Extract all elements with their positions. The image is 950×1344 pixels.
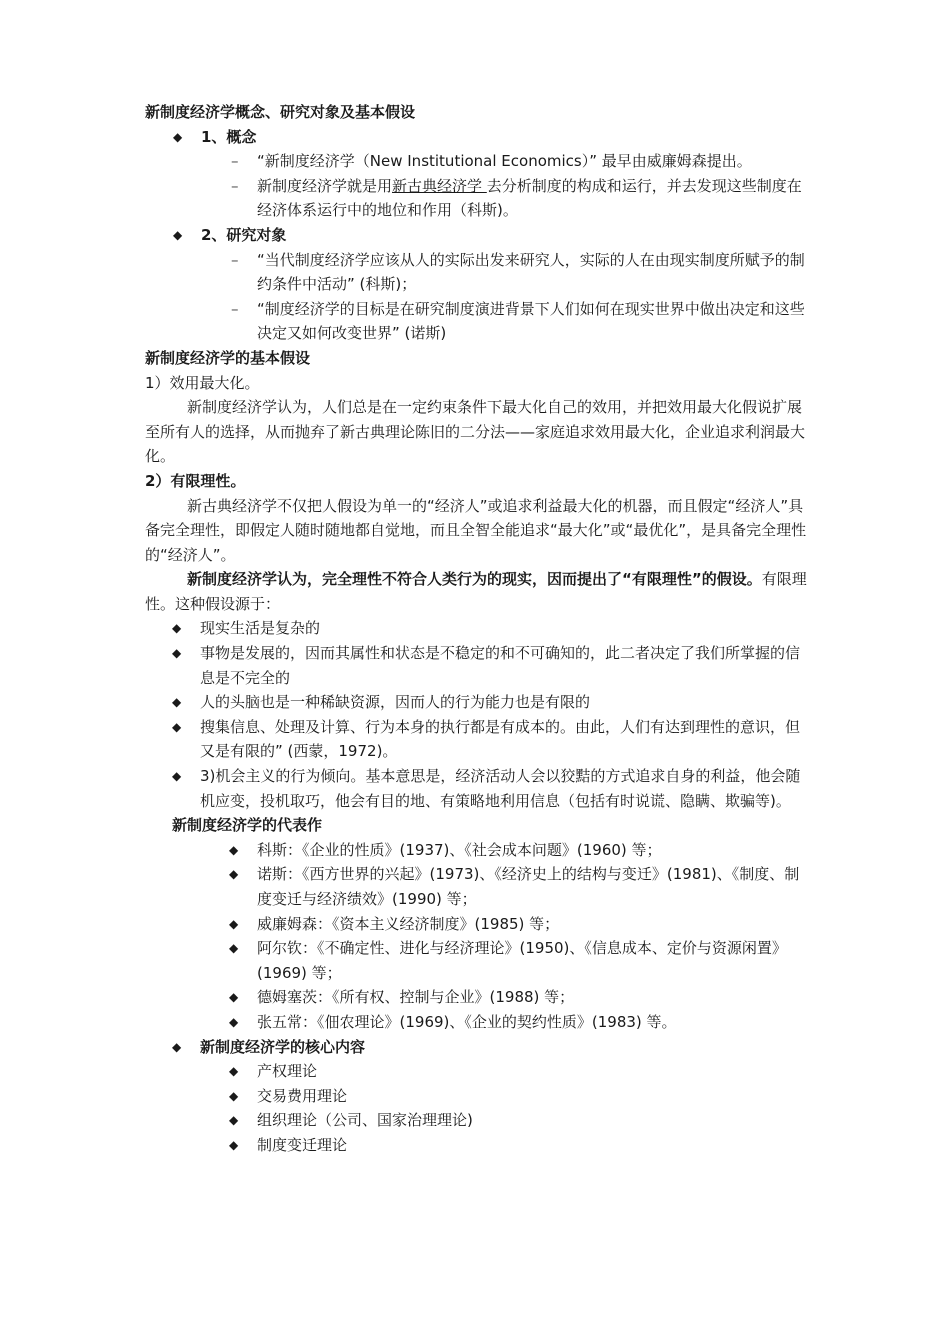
diamond-bullet-icon: ◆	[172, 769, 182, 784]
diamond-bullet-icon: ◆	[229, 1113, 239, 1128]
list-item	[145, 1133, 810, 1158]
diamond-bullet-icon: ◆	[229, 1088, 239, 1103]
diamond-bullet-icon: ◆	[172, 1039, 182, 1054]
diamond-bullet-icon: ◆	[229, 842, 239, 857]
diamond-bullet-icon: ◆	[229, 916, 239, 931]
bounded-reason-4: 搜集信息、处理及计算、行为本身的执行都是有成本的。由此，人们有达到理性的意识，但又是有限的” (西蒙，1972)。	[200, 717, 801, 761]
diamond-bullet-icon: ◆	[172, 719, 182, 734]
section-title-assumptions: 新制度经济学的基本假设	[145, 348, 311, 367]
dash-item	[145, 297, 810, 346]
dash-bullet-icon: –	[231, 299, 239, 318]
bounded-reason-1: 现实生活是复杂的	[200, 619, 321, 638]
list-item	[145, 936, 810, 985]
core-item-transaction: 交易费用理论	[257, 1086, 348, 1105]
list-item	[145, 764, 810, 813]
work-item-demsetz: 德姆塞茨：《所有权、控制与企业》(1988) 等；	[257, 988, 575, 1007]
assumption-1-heading: 1）效用最大化。	[145, 373, 260, 392]
list-item	[145, 1059, 810, 1084]
list-item	[145, 715, 810, 764]
neoclassical-link[interactable]: 新古典经济学	[392, 176, 487, 195]
diamond-bullet-icon: ◆	[229, 941, 239, 956]
dash-item	[145, 174, 810, 223]
dash-item	[145, 149, 810, 174]
subheading-concept: 1、概念	[201, 127, 257, 146]
assumption-2-bold-text: 新制度经济学认为，完全理性不符合人类行为的现实，因而提出了“有限理性”的假设。	[187, 570, 762, 589]
diamond-bullet-icon: ◆	[173, 129, 183, 144]
works-heading: 新制度经济学的代表作	[172, 816, 323, 835]
diamond-bullet-icon: ◆	[229, 990, 239, 1005]
document-body	[145, 100, 810, 1158]
core-item-organization: 组织理论（公司、国家治理理论)	[257, 1111, 473, 1130]
diamond-bullet-icon: ◆	[172, 621, 182, 636]
list-item	[145, 912, 810, 937]
research-text-2: “制度经济学的目标是在研究制度演进背景下人们如何在现实世界中做出决定和这些决定又如何改变世界” (诺斯)	[257, 299, 805, 343]
assumption-1-paragraph: 新制度经济学认为，人们总是在一定约束条件下最大化自己的效用，并把效用最大化假说扩展至所有人的选择，从而抛弃了新古典理论陈旧的二分法——家庭追求效用最大化，企业追求利润最大化。	[145, 398, 806, 466]
opportunism-text: 3)机会主义的行为倾向。基本意思是，经济活动人会以狡黠的方式追求自身的利益，他会随机应变，投机取巧，他会有目的地、有策略地利用信息（包括有时说谎、隐瞒、欺骗等)。	[200, 767, 801, 810]
dash-bullet-icon: –	[231, 176, 239, 195]
list-item	[145, 616, 810, 641]
list-item-concept	[145, 125, 810, 150]
list-item	[145, 985, 810, 1010]
research-text-1: “当代制度经济学应该从人的实际出发来研究人，实际的人在由现实制度所赋予的制约条件中活动” (科斯)；	[257, 250, 805, 294]
list-item	[145, 1108, 810, 1133]
dash-bullet-icon: –	[231, 152, 239, 171]
work-item-coase: 科斯：《企业的性质》(1937)、《社会成本问题》(1960) 等；	[257, 840, 662, 859]
assumption-2-tail-text: 有限理性。这种假设源于：	[145, 570, 807, 613]
work-item-williamson: 威廉姆森：《资本主义经济制度》(1985) 等；	[257, 914, 560, 933]
dash-item	[145, 248, 810, 297]
concept-text-2-pre: 新制度经济学就是用	[257, 176, 393, 195]
concept-text-2-post: 去分析制度的构成和运行，并去发现这些制度在经济体系运行中的地位和作用（科斯)。	[257, 176, 802, 220]
subheading-research: 2、研究对象	[201, 225, 287, 244]
list-item	[145, 838, 810, 863]
dash-bullet-icon: –	[231, 250, 239, 269]
diamond-bullet-icon: ◆	[229, 867, 239, 882]
assumption-2-heading: 2）有限理性。	[145, 471, 246, 490]
core-heading: 新制度经济学的核心内容	[200, 1037, 366, 1056]
bounded-reason-2: 事物是发展的，因而其属性和状态是不稳定的和不可确知的，此二者决定了我们所掌握的信息是不完全的	[200, 644, 801, 687]
assumption-2-paragraph-1: 新古典经济学不仅把人假设为单一的“经济人”或追求利益最大化的机器，而且假定“经济人”具备完全理性，即假定人随时随地都自觉地，而且全智全能追求“最大化”或“最优化”，是具备完全理性的“经济人”。	[145, 496, 807, 564]
diamond-bullet-icon: ◆	[229, 1014, 239, 1029]
assumption-2-paragraph-2	[145, 567, 810, 616]
diamond-bullet-icon: ◆	[172, 695, 182, 710]
diamond-bullet-icon: ◆	[173, 227, 183, 242]
work-item-alchian: 阿尔钦：《不确定性、进化与经济理论》(1950)、《信息成本、定价与资源闲置》(1969) 等；	[257, 939, 787, 982]
list-item	[145, 862, 810, 911]
list-item	[145, 1084, 810, 1109]
section-title-concept: 新制度经济学概念、研究对象及基本假设	[145, 103, 416, 121]
list-item	[145, 1010, 810, 1035]
diamond-bullet-icon: ◆	[229, 1064, 239, 1079]
list-item-core	[145, 1035, 810, 1060]
work-item-north: 诺斯：《西方世界的兴起》(1973)、《经济史上的结构与变迁》(1981)、《制度、制度变迁与经济绩效》(1990) 等；	[257, 865, 800, 908]
list-item	[145, 641, 810, 690]
diamond-bullet-icon: ◆	[229, 1137, 239, 1152]
bounded-reason-3: 人的头脑也是一种稀缺资源，因而人的行为能力也是有限的	[200, 693, 591, 712]
list-item-research	[145, 223, 810, 248]
concept-text-1: “新制度经济学（New Institutional Economics）” 最早由威廉姆森提出。	[257, 152, 752, 171]
concept-text-2	[257, 174, 810, 223]
list-item	[145, 690, 810, 715]
work-item-cheung: 张五常：《佃农理论》(1969)、《企业的契约性质》(1983) 等。	[257, 1012, 677, 1031]
diamond-bullet-icon: ◆	[172, 646, 182, 661]
core-item-property: 产权理论	[257, 1062, 318, 1081]
core-item-change: 制度变迁理论	[257, 1135, 348, 1154]
